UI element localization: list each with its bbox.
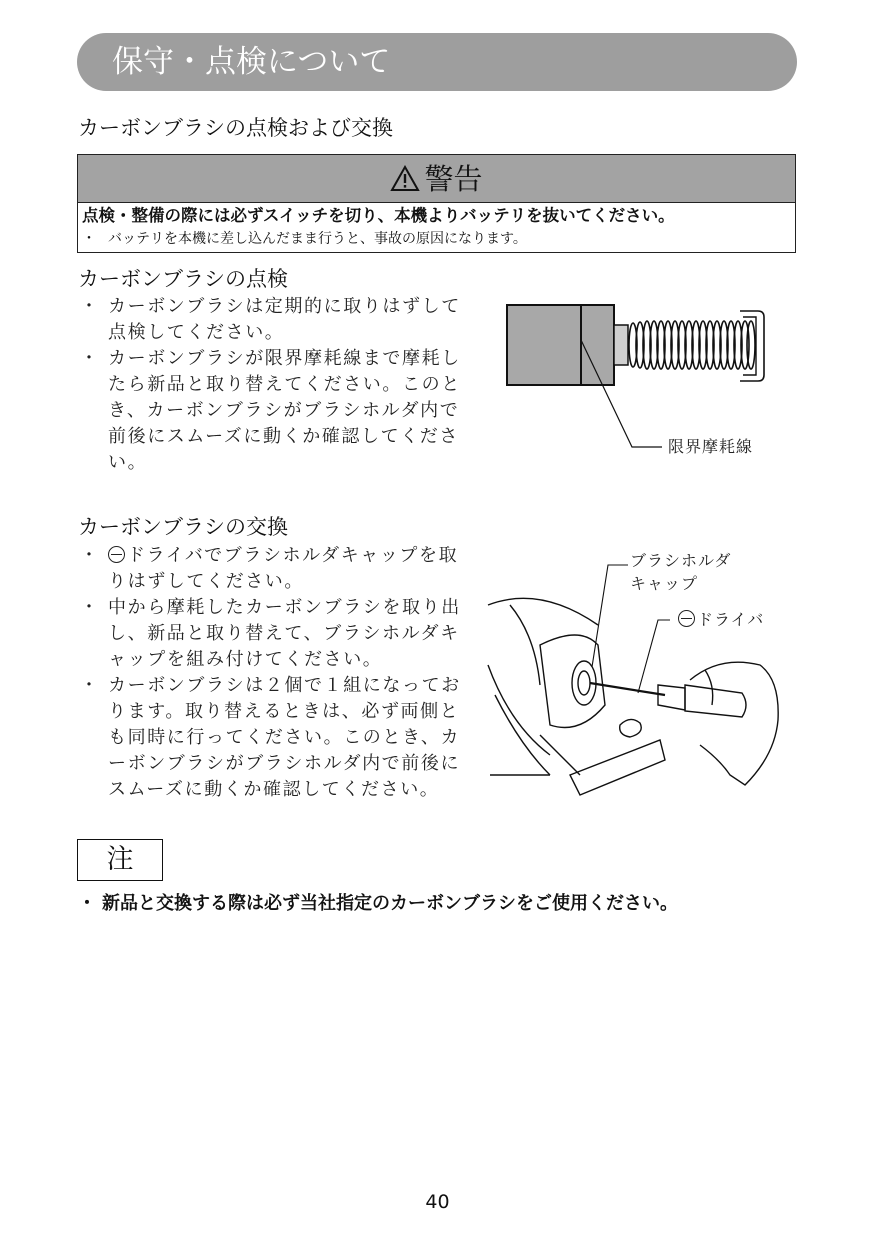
list-item-text: カーボンブラシは２個で１組になっております。取り替えるときは、必ず両側とも同時に行ってください。このとき、カーボンブラシがブラシホルダ内で前後にスムーズに動くか確認してください。 [108, 675, 461, 800]
flathead-screwdriver-icon [678, 610, 695, 627]
replace-list [78, 543, 470, 803]
warning-main-text: 点検・整備の際には必ずスイッチを切り、本機よりバッテリを抜いてください。 [82, 206, 675, 225]
driver-label-text: ドライバ [697, 610, 765, 629]
list-item-text: ドライバでブラシホルダキャップを取りはずしてください。 [108, 545, 459, 592]
brush-cap [614, 325, 628, 365]
bullet: ・ [80, 597, 100, 618]
list-item [78, 346, 470, 476]
warning-header [78, 155, 795, 203]
base-plate [570, 740, 665, 795]
bullet: ・ [80, 675, 100, 696]
bullet: ・ [82, 231, 96, 247]
bullet: ・ [78, 893, 96, 914]
carbon-brush-figure [500, 295, 800, 465]
warning-box [77, 154, 796, 253]
bullet: ・ [80, 348, 100, 369]
list-item-text: カーボンブラシが限界摩耗線まで摩耗したら新品と取り替えてください。このとき、カーボンブラシがブラシホルダ内で前後にスムーズに動くか確認してください。 [108, 348, 461, 473]
replace-title: カーボンブラシの交換 [78, 515, 288, 539]
list-item [78, 673, 470, 803]
screwdriver-shaft [590, 683, 665, 695]
section-title: カーボンブラシの点検および交換 [78, 116, 393, 140]
list-item [78, 595, 470, 673]
cap-label-line2: キャップ [630, 574, 699, 593]
knob [620, 719, 642, 737]
driver-label [678, 609, 764, 631]
screwdriver-collar [658, 685, 685, 710]
list-item-text: カーボンブラシは定期的に取りはずして点検してください。 [108, 296, 461, 343]
page-title: 保守・点検について [112, 44, 391, 80]
bullet: ・ [80, 545, 100, 566]
list-item [78, 294, 470, 346]
hand [690, 662, 778, 785]
warning-sub-label: バッテリを本機に差し込んだまま行うと、事故の原因になります。 [108, 231, 527, 247]
page-number: 40 [425, 1191, 450, 1213]
cap-label-line1: ブラシホルダ [630, 551, 732, 570]
wear-limit-label: 限界摩耗線 [668, 437, 754, 456]
inspect-title: カーボンブラシの点検 [78, 267, 288, 291]
note-label: 注 [106, 844, 134, 875]
note-text [78, 890, 678, 918]
note-text-label: 新品と交換する際は必ず当社指定のカーボンブラシをご使用ください。 [102, 893, 678, 914]
cap-leader [592, 565, 628, 667]
screwdriver-handle [685, 685, 746, 717]
list-item-text: 中から摩耗したカーボンブラシを取り出し、新品と取り替えて、ブラシホルダキャップを組み付けてください。 [108, 597, 461, 670]
bullet: ・ [80, 296, 100, 317]
flathead-screwdriver-icon [108, 546, 125, 563]
inspect-list [78, 294, 470, 476]
list-item [78, 543, 470, 595]
warning-triangle-icon [390, 165, 420, 192]
brush-spring [629, 321, 755, 369]
note-box [77, 839, 163, 881]
carbon-brush-block [507, 305, 614, 385]
driver-leader [638, 620, 670, 693]
warning-sub-text [82, 228, 527, 250]
warning-title: 警告 [424, 161, 483, 196]
